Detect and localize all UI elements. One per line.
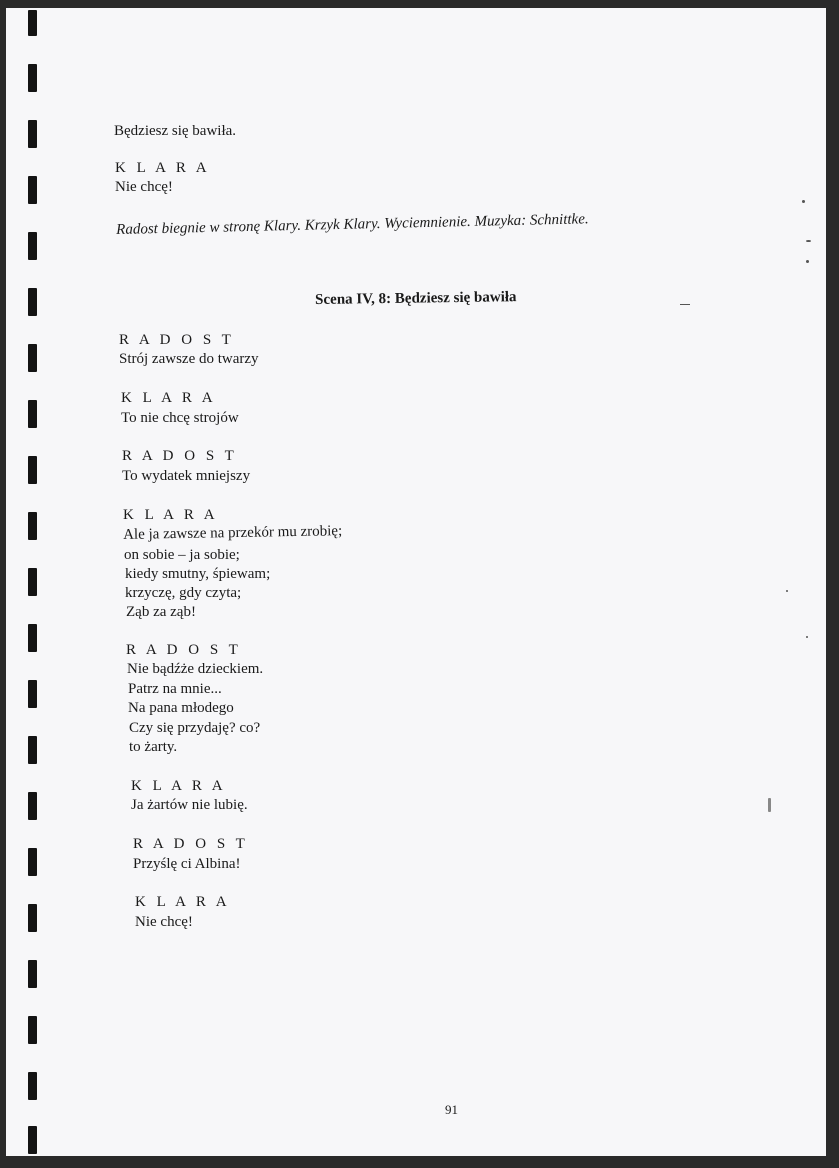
speaker-name: K L A R A <box>115 160 211 176</box>
dialogue-line: Nie chcę! <box>135 914 193 930</box>
dialogue-line: Przyślę ci Albina! <box>133 856 241 872</box>
binding-hole <box>28 904 37 932</box>
speaker-name: K L A R A <box>131 778 227 794</box>
speaker-name: R A D O S T <box>133 836 249 852</box>
binding-hole <box>28 680 37 708</box>
speaker-name: K L A R A <box>135 894 231 910</box>
scan-speck <box>806 240 811 242</box>
dialogue-line: Nie bądźże dzieckiem. <box>127 661 264 677</box>
dialogue-line: Ja żartów nie lubię. <box>131 797 248 813</box>
binding-hole <box>28 960 37 988</box>
binding-hole <box>28 344 37 372</box>
dialogue-line: Patrz na mnie... <box>128 681 222 697</box>
scan-speck <box>806 636 808 638</box>
opening-line: Będziesz się bawiła. <box>114 123 237 139</box>
binding-hole <box>28 120 37 148</box>
binding-hole <box>28 568 37 596</box>
document-page <box>6 8 826 1156</box>
dialogue-line: Na pana młodego <box>128 700 234 716</box>
binding-hole <box>28 10 37 36</box>
binding-hole <box>28 456 37 484</box>
binding-hole <box>28 400 37 428</box>
binding-hole <box>28 288 37 316</box>
dialogue-line: on sobie – ja sobie; <box>124 547 240 563</box>
dialogue-line: To nie chcę strojów <box>121 410 239 426</box>
binding-hole <box>28 848 37 876</box>
binding-hole <box>28 1016 37 1044</box>
page-number: 91 <box>445 1102 458 1117</box>
speaker-name: K L A R A <box>123 507 219 523</box>
scan-speck <box>768 798 771 812</box>
stage-direction: Radost biegnie w stronę Klary. Krzyk Klary. Wyciemnienie. Muzyka: Schnittke. <box>116 211 589 238</box>
scan-speck <box>786 590 788 592</box>
dialogue-line: To wydatek mniejszy <box>122 468 251 484</box>
scan-speck <box>680 304 690 305</box>
dialogue-line: Nie chcę! <box>115 179 173 195</box>
binding-hole <box>28 176 37 204</box>
scan-speck <box>802 200 805 203</box>
dialogue-line: to żarty. <box>129 739 178 755</box>
speaker-name: K L A R A <box>121 390 217 406</box>
scan-speck <box>806 260 809 263</box>
binding-hole <box>28 512 37 540</box>
dialogue-line: Ale ja zawsze na przekór mu zrobię; <box>123 523 343 543</box>
binding-hole <box>28 624 37 652</box>
dialogue-line: krzyczę, gdy czyta; <box>125 585 242 601</box>
dialogue-line: kiedy smutny, śpiewam; <box>125 566 271 582</box>
binding-hole <box>28 736 37 764</box>
binding-hole <box>28 1126 37 1154</box>
binding-hole <box>28 232 37 260</box>
binding-hole <box>28 1072 37 1100</box>
dialogue-line: Czy się przydaję? co? <box>129 720 261 736</box>
speaker-name: R A D O S T <box>122 448 238 464</box>
binding-hole <box>28 64 37 92</box>
dialogue-line: Ząb za ząb! <box>126 604 196 620</box>
speaker-name: R A D O S T <box>126 642 242 658</box>
binding-hole <box>28 792 37 820</box>
speaker-name: R A D O S T <box>119 332 235 348</box>
dialogue-line: Strój zawsze do twarzy <box>119 351 259 367</box>
scene-heading: Scena IV, 8: Będziesz się bawiła <box>315 289 517 308</box>
